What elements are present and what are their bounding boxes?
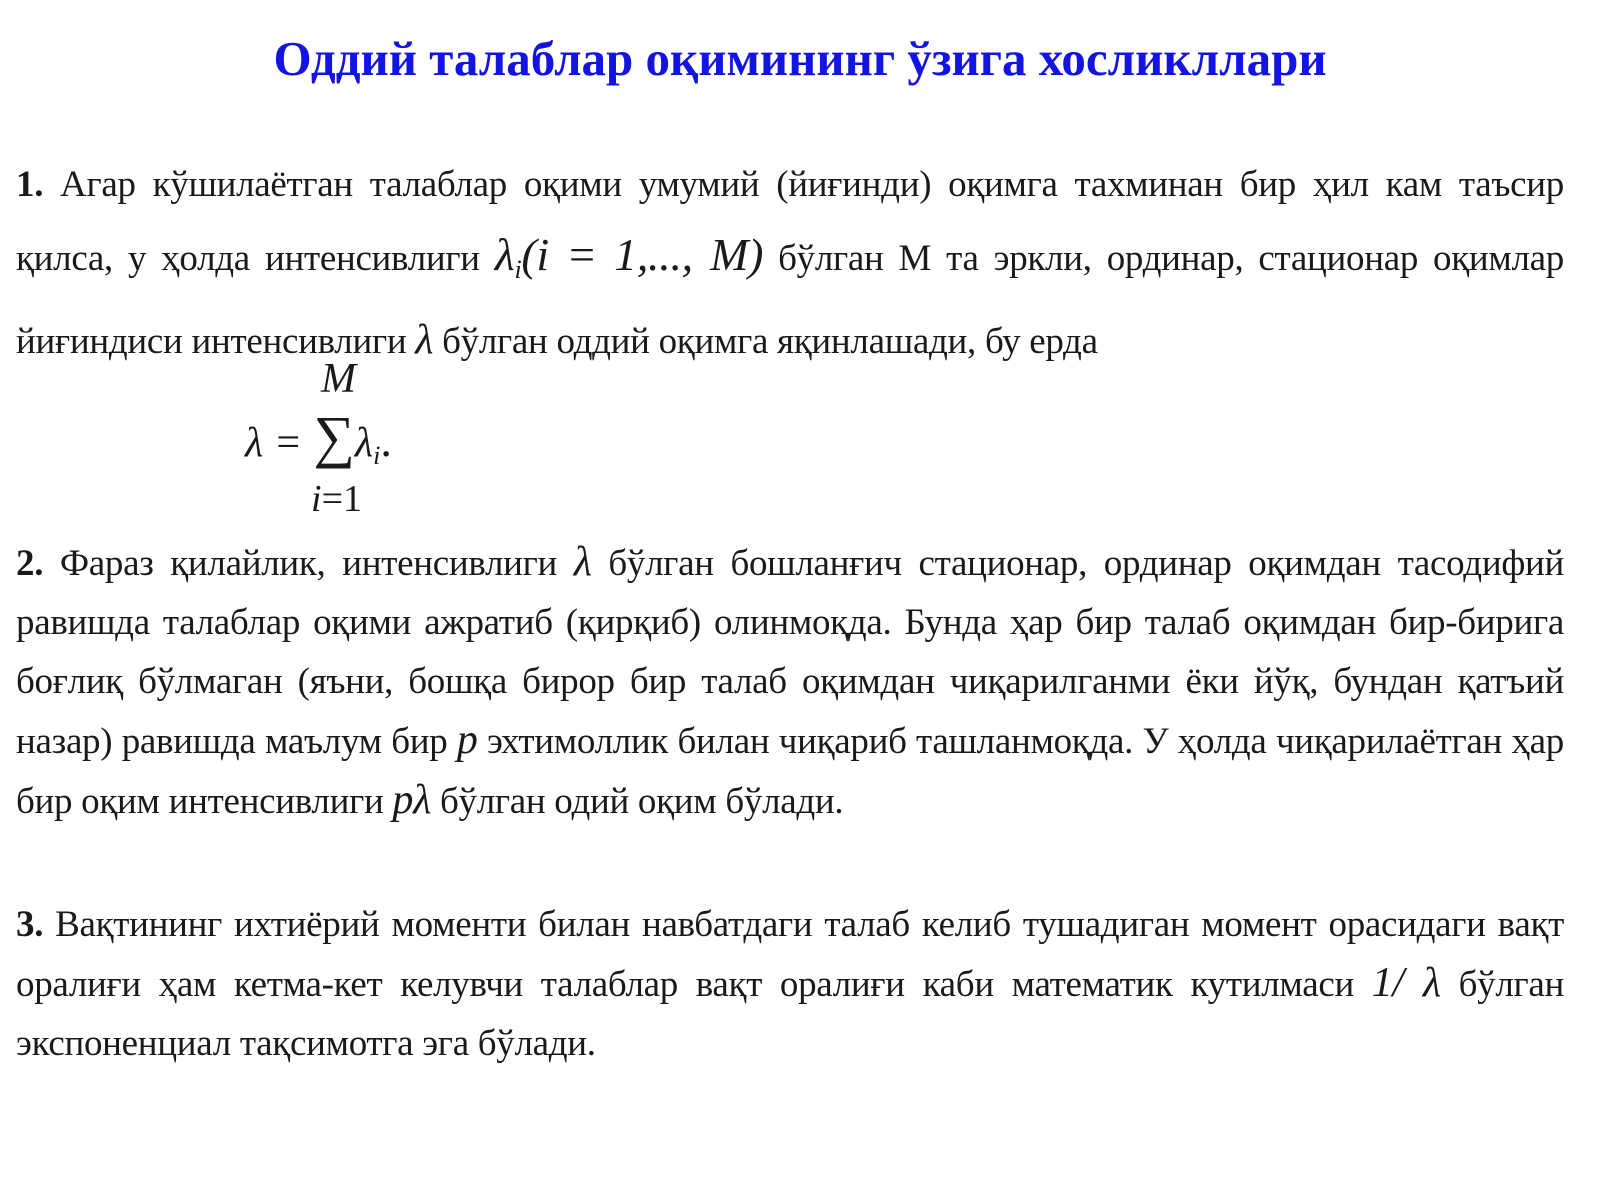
paragraph-text: бўлган одий оқим бўлади. — [431, 781, 844, 822]
math-lambda-i: λ — [494, 229, 515, 280]
paragraph-number: 3. — [16, 904, 44, 945]
formula-lhs: λ = — [245, 420, 303, 466]
math-lambda: λ — [415, 317, 434, 363]
paragraph-3 — [16, 895, 1564, 1073]
math-index-range: (i = 1,..., M) — [521, 229, 764, 280]
paragraph-text: бўлган оддий оқимга яқинлашади, бу ерда — [433, 321, 1098, 362]
math-subscript: i — [514, 255, 522, 284]
formula-dot: . — [380, 415, 392, 466]
paragraph-text: бўлган экспоненциал тақсимотга эга бўлади. — [16, 964, 1564, 1064]
paragraph-text: Вақтининг ихтиёрий моменти билан навбатдаги талаб келиб тушадиган момент орасидаги вақт оралиғи ҳам кетма-кет келувчи талаблар вақт оралиғи каби математик кутилмаси — [16, 904, 1564, 1005]
formula-lower-var: i — [311, 478, 322, 520]
sigma-symbol: ∑ — [313, 404, 355, 469]
sum-formula — [245, 355, 465, 525]
math-p-lambda: pλ — [392, 777, 432, 823]
paragraph-2 — [16, 533, 1564, 831]
math-lambda: λ — [573, 539, 592, 585]
paragraph-number: 1. — [16, 164, 44, 205]
math-one-over-lambda: 1/ λ — [1371, 960, 1441, 1006]
formula-lower-rest: =1 — [321, 478, 362, 520]
page-title: Оддий талаблар оқимининг ўзига хосликллари — [273, 31, 1327, 86]
formula-upper-limit: M — [321, 356, 356, 402]
paragraph-text: Агар кўшилаётган талаблар оқими умумий (йиғинди) оқимга тахминан бир ҳил кам таъсир қилса, у ҳолда интенсивлиги — [16, 164, 1564, 279]
paragraph-text: бўлган М та эркли, ординар, стационар оқимлар йиғиндиси интенсивлиги — [16, 238, 1565, 362]
formula-term: λ — [354, 420, 374, 466]
paragraph-number: 2. — [16, 543, 44, 584]
formula-term-subscript: i — [373, 441, 381, 470]
paragraph-text: Фараз қилайлик, интенсивлиги — [43, 543, 574, 584]
math-p: p — [456, 717, 478, 763]
formula-lower-limit — [311, 477, 362, 521]
paragraph-text: бўлган бошланғич стационар, ординар оқимдан тасодифий равишда талаблар оқими ажратиб (қирқиб) олинмоқда. Бунда ҳар бир талаб оқимдан бир-бирига боғлиқ бўлмаган (яъни, бошқа бирор бир талаб оқимдан чиқарилганми ёки йўқ, бундан қатъий назар) равишда маълум бир — [16, 543, 1564, 762]
paragraph-1 — [16, 150, 1564, 377]
paragraph-text: эхтимоллик билан чиқариб ташланмоқда. У ҳолда чиқарилаётган ҳар бир оқим интенсивлиги — [16, 721, 1564, 822]
formula-body — [245, 403, 392, 471]
